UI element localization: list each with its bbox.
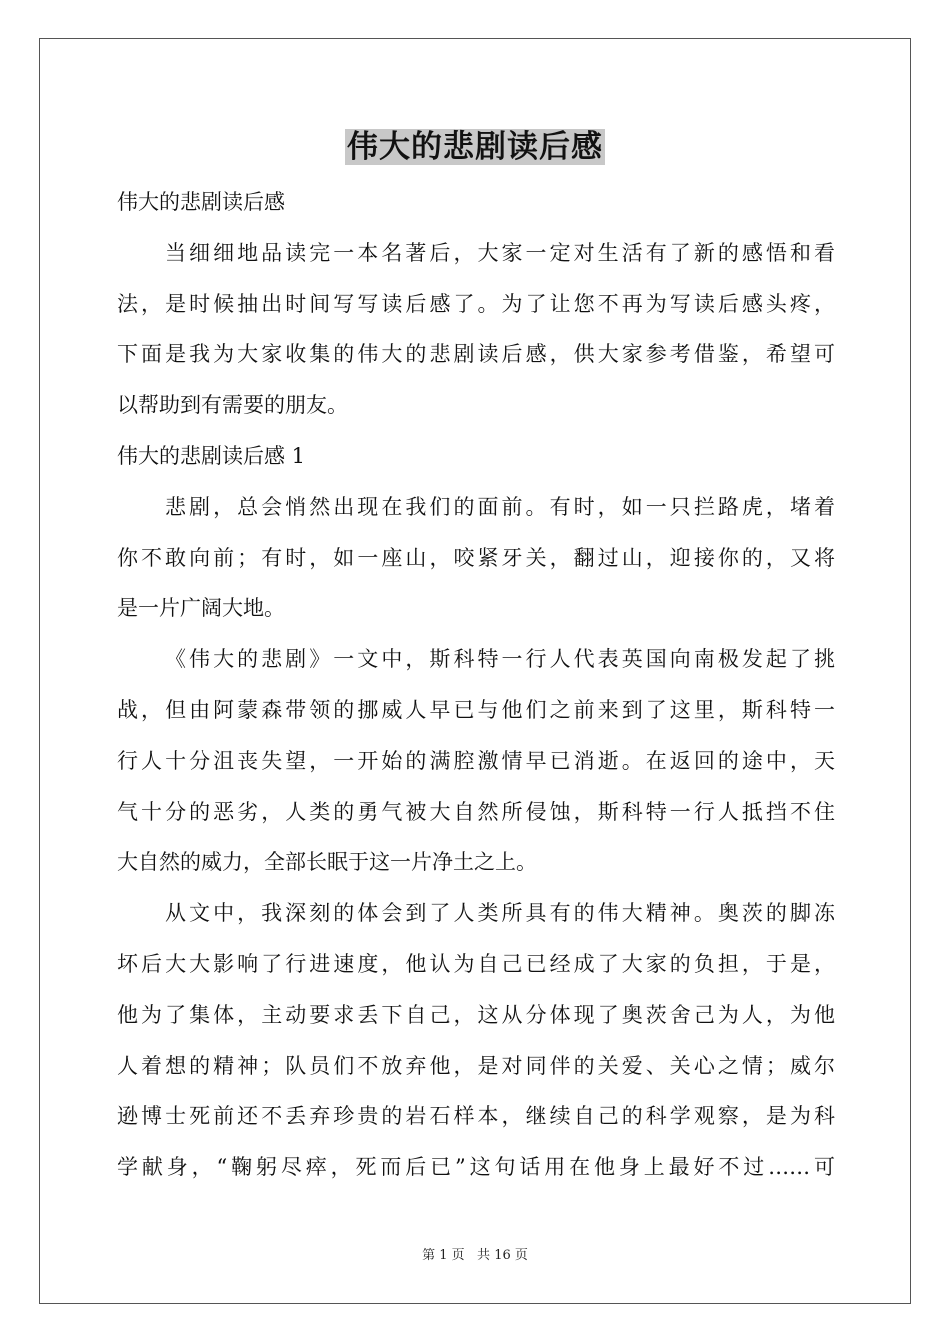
text-line: 伟大的悲剧读后感 [117, 190, 285, 214]
text-line: 从文中，我深刻的体会到了人类所具有的伟大精神。奥茨的脚冻 [165, 901, 835, 926]
text-line: 下面是我为大家收集的伟大的悲剧读后感，供大家参考借鉴，希望可 [117, 342, 835, 367]
page-footer: 第 1 页 共 16 页 [422, 1248, 528, 1263]
text-line: 是一片广阔大地。 [117, 596, 285, 621]
text-line: 法，是时候抽出时间写写读后感了。为了让您不再为写读后感头疼， [117, 291, 835, 316]
text-line: 行人十分沮丧失望，一开始的满腔激情早已消逝。在返回的途中，天 [117, 748, 835, 773]
text-line: 气十分的恶劣，人类的勇气被大自然所侵蚀，斯科特一行人抵挡不住 [117, 799, 835, 824]
text-line: 你不敢向前；有时，如一座山，咬紧牙关，翻过山，迎接你的，又将 [117, 545, 835, 570]
text-line: 他为了集体，主动要求丢下自己，这从分体现了奥茨舍己为人，为他 [117, 1002, 835, 1027]
text-line: 大自然的威力，全部长眠于这一片净土之上。 [117, 850, 537, 875]
text-line: 逊博士死前还不丢弃珍贵的岩石样本，继续自己的科学观察，是为科 [117, 1104, 835, 1129]
text-line: 《伟大的悲剧》一文中，斯科特一行人代表英国向南极发起了挑 [165, 647, 835, 672]
text-line: 人着想的精神；队员们不放弃他，是对同伴的关爱、关心之情；威尔 [117, 1053, 835, 1078]
text-line: 学献身，“鞠躬尽瘁，死而后已”这句话用在他身上最好不过……可 [117, 1155, 835, 1180]
text-line: 坏后大大影响了行进速度，他认为自己已经成了大家的负担，于是， [117, 951, 835, 976]
text-line: 当细细地品读完一本名著后，大家一定对生活有了新的感悟和看 [165, 240, 835, 265]
text-line: 伟大的悲剧读后感 1 [117, 443, 306, 468]
document-body [117, 177, 835, 1193]
document-title-text: 伟大的悲剧读后感 [347, 129, 603, 165]
text-line: 以帮助到有需要的朋友。 [117, 393, 348, 418]
document-title [0, 126, 950, 168]
text-line: 悲剧，总会悄然出现在我们的面前。有时，如一只拦路虎，堵着 [165, 494, 835, 519]
text-line: 战，但由阿蒙森带领的挪威人早已与他们之前来到了这里，斯科特一 [117, 697, 835, 722]
